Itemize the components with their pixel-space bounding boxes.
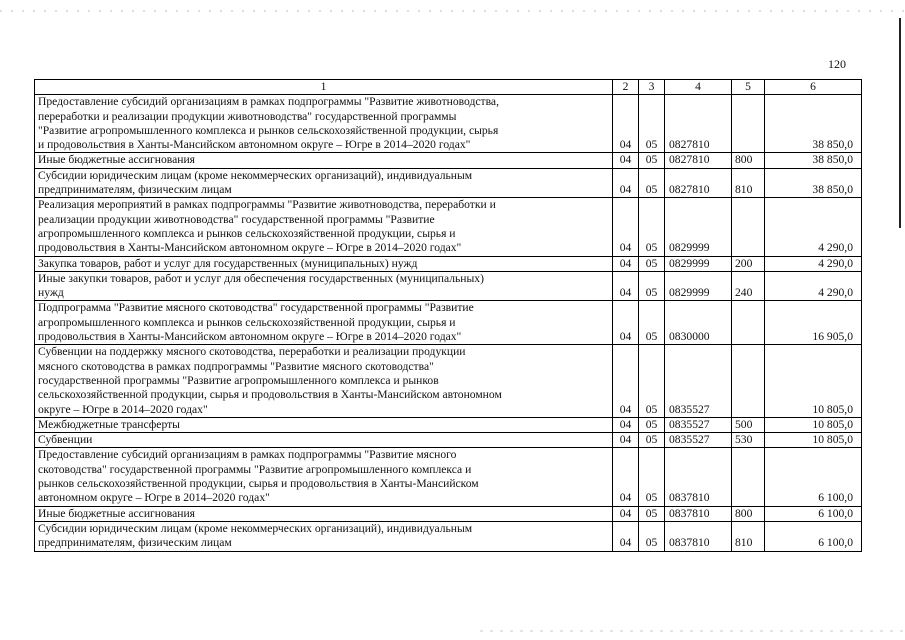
description-line: округе – Югре в 2014–2020 годах" [38,402,208,416]
row-section: 04 [613,506,639,521]
row-expense-type: 800 [732,153,765,168]
row-target-code: 0827810 [665,153,732,168]
row-subsection: 05 [639,448,665,506]
row-amount: 10 805,0 [765,417,862,432]
row-subsection: 05 [639,256,665,271]
row-description [35,506,613,521]
scan-noise-top [0,10,905,12]
table-row [35,433,862,448]
row-amount: 38 850,0 [765,153,862,168]
description-line: агропромышленного комплекса и рынков сельскохозяйственной продукции, сырья и [38,315,456,329]
row-amount: 10 805,0 [765,345,862,417]
row-expense-type: 200 [732,256,765,271]
description-line: Иные бюджетные ассигнования [38,506,195,520]
description-line: Субсидии юридическим лицам (кроме некоммерческих организаций), индивидуальным [38,168,473,182]
row-amount: 4 290,0 [765,256,862,271]
row-expense-type [732,301,765,345]
row-amount: 10 805,0 [765,433,862,448]
description-line: агропромышленного комплекса и рынков сельскохозяйственной продукции, сырья и [38,226,456,240]
row-amount: 4 290,0 [765,198,862,256]
row-subsection: 05 [639,506,665,521]
row-expense-type: 810 [732,521,765,551]
row-description [35,95,613,153]
row-section: 04 [613,198,639,256]
row-expense-type: 500 [732,417,765,432]
row-section: 04 [613,168,639,198]
row-target-code: 0829999 [665,256,732,271]
description-line: продовольствия в Ханты-Мансийском автономном округе – Югре в 2014–2020 годах" [38,330,462,344]
row-amount: 6 100,0 [765,506,862,521]
description-line: и продовольствия в Ханты-Мансийском автономном округе – Югре в 2014–2020 годах" [38,138,471,152]
row-target-code: 0835527 [665,433,732,448]
table-header-row [35,80,862,95]
row-target-code: 0829999 [665,198,732,256]
row-expense-type: 810 [732,168,765,198]
description-line: "Развитие агропромышленного комплекса и рынков сельскохозяйственной продукции, сырья [38,123,499,137]
row-subsection: 05 [639,271,665,301]
row-target-code: 0837810 [665,521,732,551]
table-row [35,198,862,256]
description-line: Субсидии юридическим лицам (кроме некоммерческих организаций), индивидуальным [38,521,473,535]
header-cell: 3 [639,80,665,95]
description-line: скотоводства" государственной программы "Развитие агропромышленного комплекса и [38,462,472,476]
row-description [35,345,613,417]
table-row [35,506,862,521]
row-description [35,271,613,301]
row-expense-type: 240 [732,271,765,301]
row-description [35,168,613,198]
scan-noise-bottom [480,630,905,632]
table-row [35,301,862,345]
table-row [35,417,862,432]
row-target-code: 0837810 [665,506,732,521]
table-row [35,345,862,417]
row-section: 04 [613,301,639,345]
header-cell: 1 [35,80,613,95]
row-subsection: 05 [639,198,665,256]
row-section: 04 [613,345,639,417]
description-line: мясного скотоводства в рамках подпрограммы "Развитие мясного скотоводства" [38,359,434,373]
row-amount: 38 850,0 [765,168,862,198]
row-expense-type [732,345,765,417]
header-cell: 5 [732,80,765,95]
budget-table-body [35,80,862,552]
row-section: 04 [613,153,639,168]
description-line: предпринимателям, физическим лицам [38,183,232,197]
header-cell: 4 [665,80,732,95]
row-subsection: 05 [639,301,665,345]
row-target-code: 0827810 [665,95,732,153]
row-expense-type [732,198,765,256]
row-subsection: 05 [639,153,665,168]
row-expense-type [732,448,765,506]
description-line: Закупка товаров, работ и услуг для государственных (муниципальных) нужд [38,256,418,270]
description-line: нужд [38,286,64,300]
table-row [35,521,862,551]
row-description [35,198,613,256]
description-line: Межбюджетные трансферты [38,417,180,431]
row-description [35,256,613,271]
description-line: автономном округе – Югре в 2014–2020 годах" [38,491,270,505]
page-edge-line [899,18,901,228]
description-line: Субвенции [38,433,93,447]
description-line: продовольствия в Ханты-Мансийском автономном округе – Югре в 2014–2020 годах" [38,241,462,255]
table-row [35,271,862,301]
row-subsection: 05 [639,417,665,432]
row-description [35,521,613,551]
description-line: Реализация мероприятий в рамках подпрограммы "Развитие животноводства, переработки и [38,198,496,212]
header-cell: 6 [765,80,862,95]
row-subsection: 05 [639,95,665,153]
row-description [35,301,613,345]
row-section: 04 [613,433,639,448]
row-section: 04 [613,256,639,271]
row-expense-type: 530 [732,433,765,448]
description-line: государственной программы "Развитие агропромышленного комплекса и рынков [38,373,439,387]
table-row [35,448,862,506]
description-line: переработки и реализации продукции животноводства" государственной программы [38,109,457,123]
row-amount: 4 290,0 [765,271,862,301]
table-row [35,153,862,168]
row-amount: 6 100,0 [765,448,862,506]
row-amount: 16 905,0 [765,301,862,345]
description-line: Иные бюджетные ассигнования [38,153,195,167]
row-subsection: 05 [639,433,665,448]
description-line: Субвенции на поддержку мясного скотоводства, переработки и реализации продукции [38,345,466,359]
table-row [35,168,862,198]
row-subsection: 05 [639,521,665,551]
row-section: 04 [613,521,639,551]
table-row [35,256,862,271]
description-line: рынков сельскохозяйственной продукции, сырья и продовольствия в Ханты-Мансийском [38,477,479,491]
row-target-code: 0837810 [665,448,732,506]
description-line: предпринимателям, физическим лицам [38,536,232,550]
budget-table [34,79,862,552]
row-section: 04 [613,95,639,153]
row-amount: 38 850,0 [765,95,862,153]
row-description [35,417,613,432]
row-expense-type [732,95,765,153]
row-description [35,433,613,448]
description-line: реализации продукции животноводства" государственной программы "Развитие [38,212,435,226]
row-section: 04 [613,448,639,506]
page-number: 120 [828,57,846,71]
table-row [35,95,862,153]
row-target-code: 0827810 [665,168,732,198]
row-target-code: 0829999 [665,271,732,301]
header-cell: 2 [613,80,639,95]
row-expense-type: 800 [732,506,765,521]
row-target-code: 0835527 [665,417,732,432]
row-description [35,448,613,506]
description-line: Предоставление субсидий организациям в рамках подпрограммы "Развитие животноводства, [38,95,499,109]
row-description [35,153,613,168]
row-target-code: 0835527 [665,345,732,417]
row-subsection: 05 [639,168,665,198]
description-line: Иные закупки товаров, работ и услуг для обеспечения государственных (муниципальных) [38,271,484,285]
description-line: Предоставление субсидий организациям в рамках подпрограммы "Развитие мясного [38,448,457,462]
row-amount: 6 100,0 [765,521,862,551]
description-line: сельскохозяйственной продукции, сырья и продовольствия в Ханты-Мансийском автономном [38,388,502,402]
row-section: 04 [613,271,639,301]
row-section: 04 [613,417,639,432]
row-subsection: 05 [639,345,665,417]
row-target-code: 0830000 [665,301,732,345]
description-line: Подпрограмма "Развитие мясного скотоводства" государственной программы "Развитие [38,301,474,315]
